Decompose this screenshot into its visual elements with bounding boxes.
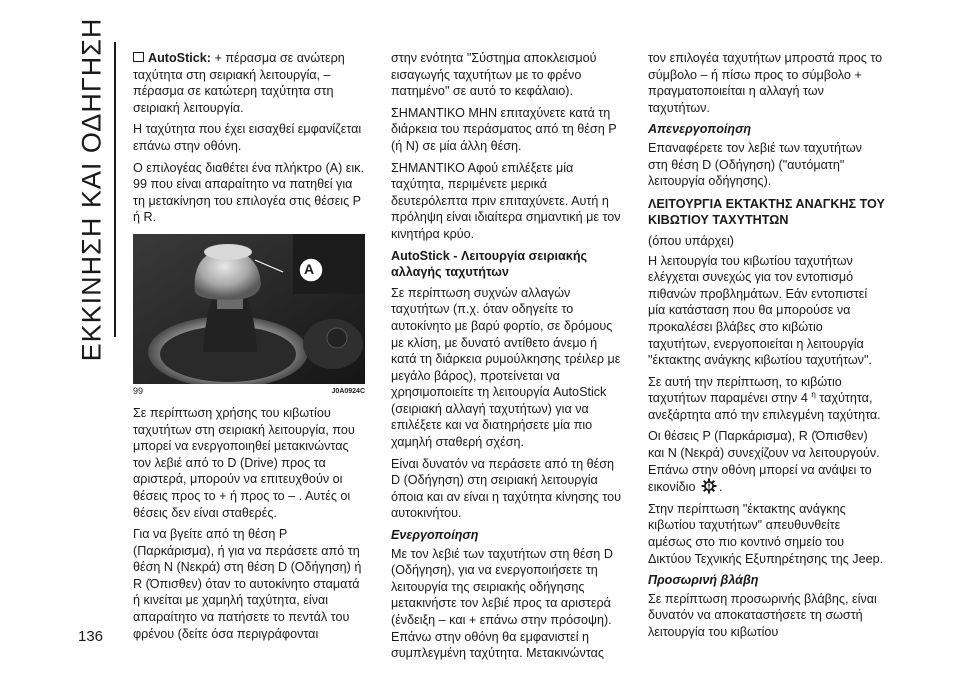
col3-p6-text: Οι θέσεις P (Παρκάρισμα), R (Όπισθεν) και N (Νεκρά) συνεχίζουν να λειτουργούν. Επάνω στην οθόνη μπορεί να ανάψει το εικονίδιο xyxy=(648,429,880,495)
gear-lever-photo xyxy=(133,234,365,384)
activation-heading: Ενεργοποίηση xyxy=(391,528,479,543)
column-2 xyxy=(391,50,626,667)
col1-autostick-paragraph xyxy=(133,50,365,116)
emergency-mode-heading: ΛΕΙΤΟΥΡΓΙΑ ΕΚΤΑΚΤΗΣ ΑΝΑΓΚΗΣ ΤΟΥ ΚΙΒΩΤΙΟΥ ΤΑΧΥΤΗΤΩΝ xyxy=(648,196,885,228)
col3-p6-end: . xyxy=(718,480,723,495)
col1-p4: Σε περίπτωση χρήσης του κιβωτίου ταχυτήτων στη σειριακή λειτουργία, που μπορεί να ενεργοποιηθεί μετακινώντας τον λεβιέ από το D (Drive) προς τα αριστερά, μπορούν να επιτευχθούν οι θέσεις προς το + ή προς το – . Αυτές οι θέσεις δεν είναι σταθερές. xyxy=(133,405,355,520)
col3-p7: Στην περίπτωση "έκτακτης ανάγκης κιβωτίου ταχυτήτων" απευθυνθείτε αμέσως στο πιο κοντινό σημείο του Δικτύου Τεχνικής Εξυπηρέτησης της Jeep. xyxy=(648,501,884,566)
col3-p5a: Σε αυτή την περίπτωση, το κιβώτιο ταχυτήτων παραμένει στην 4 xyxy=(648,374,842,406)
autostick-label: AutoStick: xyxy=(148,51,211,65)
col2-p5: Είναι δυνατόν να περάσετε από τη θέση D (Οδήγηση) στη σειριακή λειτουργία όποια και αν είναι η ταχύτητα κίνησης του αυτοκινήτου. xyxy=(391,456,622,521)
col3-p5-superscript: η xyxy=(811,390,816,400)
gear-lever-illustration xyxy=(133,234,365,384)
col3-p8: Σε περίπτωση προσωρινής βλάβης, είναι δυνατόν να αποκαταστήσετε τη σωστή λειτουργία του κιβωτίου xyxy=(648,591,877,639)
chapter-divider xyxy=(114,42,116,337)
deactivation-heading: Απενεργοποίηση xyxy=(648,122,752,137)
col1-p5: Για να βγείτε από τη θέση P (Παρκάρισμα), ή για να περάσετε από τη θέση N (Νεκρά) στη θέση D (Οδήγηση) ή R (Όπισθεν) όταν το αυτοκίνητο σταματά ή κινείται με χαμηλή ταχύτητα, είναι απαραίτητο να πατήσετε το πεντάλ του φρένου (δείτε όσα περιγράφονται xyxy=(133,527,362,641)
figure-caption xyxy=(133,386,365,397)
bullet-box-icon xyxy=(133,52,144,62)
col2-p3: ΣΗΜΑΝΤΙΚΟ Αφού επιλέξετε μία ταχύτητα, περιμένετε μερικά δευτερόλεπτα πριν επιταχύνετε. Αυτή η πρόληψη είναι ιδιαίτερα σημαντική με τον κινητήρα κρύο. xyxy=(391,160,621,241)
col1-p2: Η ταχύτητα που έχει εισαχθεί εμφανίζεται επάνω στην οθόνη. xyxy=(133,122,362,153)
page-number: 136 xyxy=(78,628,104,645)
figure-number: 99 xyxy=(133,385,144,396)
column-3 xyxy=(648,50,885,646)
col2-p6: Με τον λεβιέ των ταχυτήτων στη θέση D (Οδήγηση), για να ενεργοποιήσετε τη λειτουργία της σειριακής οδήγησης μετακινήστε τον λεβιέ προς τα αριστερά (ένδειξη – και + επάνω στην πρόσοψη). Επάνω στην οθόνη θα εμφανιστεί η συμπλεγμένη ταχύτητα. Μετακινώντας xyxy=(391,546,613,661)
col3-p5 xyxy=(648,374,885,424)
col3-p2: Επαναφέρετε τον λεβιέ των ταχυτήτων στη θέση D (Οδήγηση) ("αυτόματη" λειτουργία οδήγησης). xyxy=(648,140,862,189)
column-1 xyxy=(133,50,365,647)
autostick-heading: AutoStick - Λειτουργία σειριακής αλλαγής ταχυτήτων xyxy=(391,248,588,280)
col3-p5b: ταχύτητα, ανεξάρτητα από την επιλεγμένη ταχύτητα. xyxy=(648,391,881,422)
col1-p3: Ο επιλογέας διαθέτει ένα πλήκτρο (A) εικ. 99 που είναι απαραίτητο να πατηθεί για τη μετακίνηση του επιλογέα στις θέσεις P ή R. xyxy=(133,160,364,225)
transmission-warning-gear-icon xyxy=(701,478,717,494)
chapter-title-text: ΕΚΚΙΝΗΣΗ ΚΑΙ ΟΔΗΓΗΣΗ xyxy=(76,17,107,361)
col3-p4: Η λειτουργία του κιβωτίου ταχυτήτων ελέγχεται συνεχώς για τον εντοπισμό πιθανών προβλημάτων. Εάν εντοπιστεί μία κατάσταση που θα μπορούσε να προκαλέσει βλάβες στο κιβώτιο ταχυτήτων, ενεργοποιείται η λειτουργία "έκτακτης ανάγκης κιβωτίου ταχυτήτων". xyxy=(648,253,872,368)
col3-p6 xyxy=(648,428,885,495)
col1-p1: + πέρασμα σε ανώτερη ταχύτητα στη σειριακή λειτουργία, – πέρασμα σε κατώτερη ταχύτητα στη σειριακή λειτουργία. xyxy=(133,51,345,115)
temporary-fault-heading: Προσωρινή βλάβη xyxy=(648,573,759,588)
col3-p1: τον επιλογέα ταχυτήτων μπροστά προς το σύμβολο – ή πίσω προς το σύμβολο + πραγματοποιείται η αλλαγή των ταχυτήτων. xyxy=(648,51,883,115)
col2-p2: ΣΗΜΑΝΤΙΚΟ ΜΗΝ επιταχύνετε κατά τη διάρκεια του περάσματος από τη θέση P (ή N) σε μία άλλη θέση. xyxy=(391,105,617,153)
callout-a-label: A xyxy=(304,260,315,277)
figure-code: J0A0924C xyxy=(331,387,365,395)
col3-p3: (όπου υπάρχει) xyxy=(648,233,734,248)
chapter-title xyxy=(62,17,122,361)
col2-p1: στην ενότητα "Σύστημα αποκλεισμού εισαγωγής ταχυτήτων με το φρένο πατημένο" σε αυτό το κεφάλαιο). xyxy=(391,51,597,99)
col2-p4: Σε περίπτωση συχνών αλλαγών ταχυτήτων (π.χ. όταν οδηγείτε το αυτοκίνητο με βαρύ φορτίο, σε δρόμους με κλίση, με δυνατό αντίθετο άνεμο ή κατά τη διάρκεια ρυμούλκησης τρέιλερ με μεγάλο βάρος), προτείνεται να χρησιμοποιείτε τη λειτουργία AutoStick (σειριακή αλλαγή ταχυτήτων) για να επιλέξετε και να διατηρήσετε μία πιο χαμηλή σταθερή σχέση. xyxy=(391,285,621,450)
